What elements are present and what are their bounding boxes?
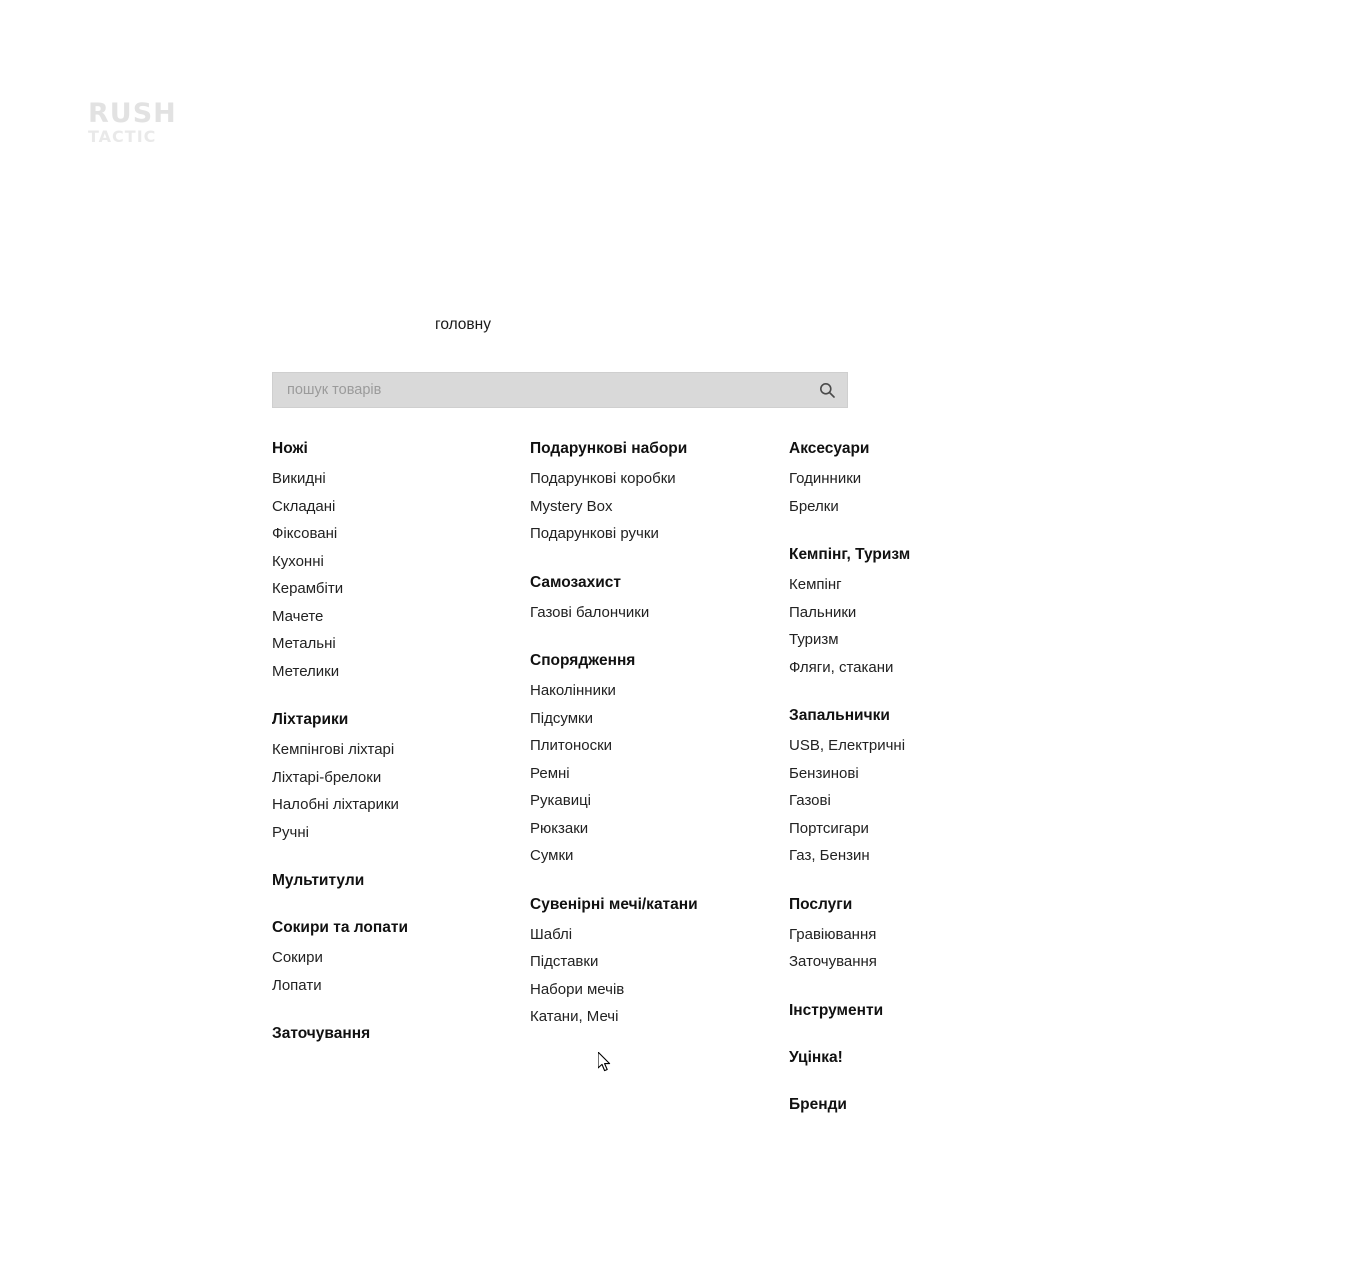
menu-group <box>789 703 1039 870</box>
menu-group <box>789 1045 1039 1070</box>
menu-group-title[interactable]: Запальнички <box>789 707 890 724</box>
menu-group-title[interactable]: Бренди <box>789 1095 847 1113</box>
menu-group <box>789 998 1039 1023</box>
menu-item[interactable]: Mystery Box <box>530 497 613 515</box>
menu-group <box>530 436 780 548</box>
menu-group-title[interactable]: Ліхтарики <box>272 711 349 728</box>
menu-item[interactable]: Кемпінг <box>789 576 842 593</box>
menu-group <box>789 436 1039 520</box>
menu-item[interactable]: Бензинові <box>789 764 859 782</box>
menu-item[interactable]: Подарункові ручки <box>530 525 659 542</box>
menu-group-title[interactable]: Кемпінг, Туризм <box>789 546 911 563</box>
menu-item[interactable]: Мачете <box>272 607 324 625</box>
menu-group <box>272 1021 512 1046</box>
logo-mark-text: RUSH <box>88 98 177 129</box>
menu-item[interactable]: Катани, Мечі <box>530 1008 619 1025</box>
menu-item[interactable]: Метелики <box>272 662 340 680</box>
menu-group <box>789 892 1039 976</box>
menu-item[interactable]: Наколінники <box>530 682 616 699</box>
menu-item[interactable]: Газові <box>789 792 831 809</box>
menu-group <box>789 542 1039 681</box>
menu-item[interactable]: Ручні <box>272 823 309 841</box>
menu-item[interactable]: Годинники <box>789 470 862 487</box>
menu-group-title[interactable]: Сокири та лопати <box>272 919 408 936</box>
menu-item[interactable]: Шаблі <box>530 925 573 943</box>
menu-group-title[interactable]: Аксесуари <box>789 440 870 457</box>
menu-item[interactable]: Ремні <box>530 764 570 782</box>
menu-item[interactable]: Плитоноски <box>530 737 613 754</box>
mouse-cursor <box>598 1052 612 1073</box>
menu-group <box>530 892 780 1031</box>
menu-group <box>789 1092 1039 1117</box>
menu-item[interactable]: Брелки <box>789 497 839 515</box>
menu-item[interactable]: Фляги, стакани <box>789 658 894 676</box>
menu-item[interactable]: Газ, Бензин <box>789 847 870 864</box>
menu-group-title[interactable]: Мультитули <box>272 872 365 889</box>
menu-column-3 <box>789 436 1039 1139</box>
search-icon <box>819 382 835 398</box>
menu-column-2 <box>530 436 780 1053</box>
menu-item[interactable]: Газові балончики <box>530 603 650 621</box>
menu-item[interactable]: Налобні ліхтарики <box>272 796 399 813</box>
menu-group-title[interactable]: Заточування <box>272 1025 371 1042</box>
menu-group <box>530 570 780 627</box>
menu-group <box>530 648 780 870</box>
menu-group-title[interactable]: Інструменти <box>789 1001 884 1019</box>
menu-item[interactable]: Подарункові коробки <box>530 470 676 487</box>
nav-link-home[interactable]: головну <box>435 316 491 333</box>
menu-group-title[interactable]: Сувенірні мечі/катани <box>530 895 698 913</box>
menu-item[interactable]: Рукавиці <box>530 792 592 809</box>
menu-column-1 <box>272 436 512 1068</box>
menu-group-title[interactable]: Самозахист <box>530 573 622 591</box>
menu-item[interactable]: Заточування <box>789 953 877 970</box>
menu-item[interactable]: Пальники <box>789 603 857 621</box>
search-submit-button[interactable] <box>807 373 847 407</box>
menu-item[interactable]: Рюкзаки <box>530 819 589 837</box>
search-input[interactable] <box>273 373 807 407</box>
menu-item[interactable]: Кемпінгові ліхтарі <box>272 741 395 758</box>
menu-group <box>272 868 512 893</box>
menu-item[interactable]: USB, Електричні <box>789 737 906 754</box>
menu-group <box>272 707 512 846</box>
menu-item[interactable]: Викидні <box>272 470 326 487</box>
search-bar[interactable] <box>272 372 848 408</box>
menu-group-title[interactable]: Подарункові набори <box>530 440 688 457</box>
menu-item[interactable]: Складані <box>272 497 336 515</box>
menu-group-title[interactable]: Уцінка! <box>789 1048 843 1066</box>
menu-item[interactable]: Метальні <box>272 635 336 652</box>
menu-item[interactable]: Гравіювання <box>789 925 877 943</box>
menu-item[interactable]: Набори мечів <box>530 980 625 998</box>
menu-item[interactable]: Портсигари <box>789 819 869 837</box>
menu-group <box>272 915 512 999</box>
site-logo[interactable] <box>88 100 214 162</box>
menu-group-title[interactable]: Ножі <box>272 440 308 457</box>
menu-item[interactable]: Туризм <box>789 631 839 648</box>
menu-item[interactable]: Кухонні <box>272 552 324 570</box>
menu-item[interactable]: Керамбіти <box>272 580 344 597</box>
menu-item[interactable]: Ліхтарі-брелоки <box>272 768 382 786</box>
menu-item[interactable]: Фіксовані <box>272 525 338 542</box>
menu-group <box>272 436 512 685</box>
logo-sub-text: TACTIC <box>88 127 157 146</box>
menu-item[interactable]: Сокири <box>272 949 323 966</box>
menu-group-title[interactable]: Послуги <box>789 895 853 913</box>
menu-item[interactable]: Сумки <box>530 847 574 864</box>
menu-item[interactable]: Підсумки <box>530 709 593 727</box>
menu-item[interactable]: Лопати <box>272 976 322 994</box>
menu-group-title[interactable]: Спорядження <box>530 652 636 669</box>
menu-item[interactable]: Підставки <box>530 953 599 970</box>
